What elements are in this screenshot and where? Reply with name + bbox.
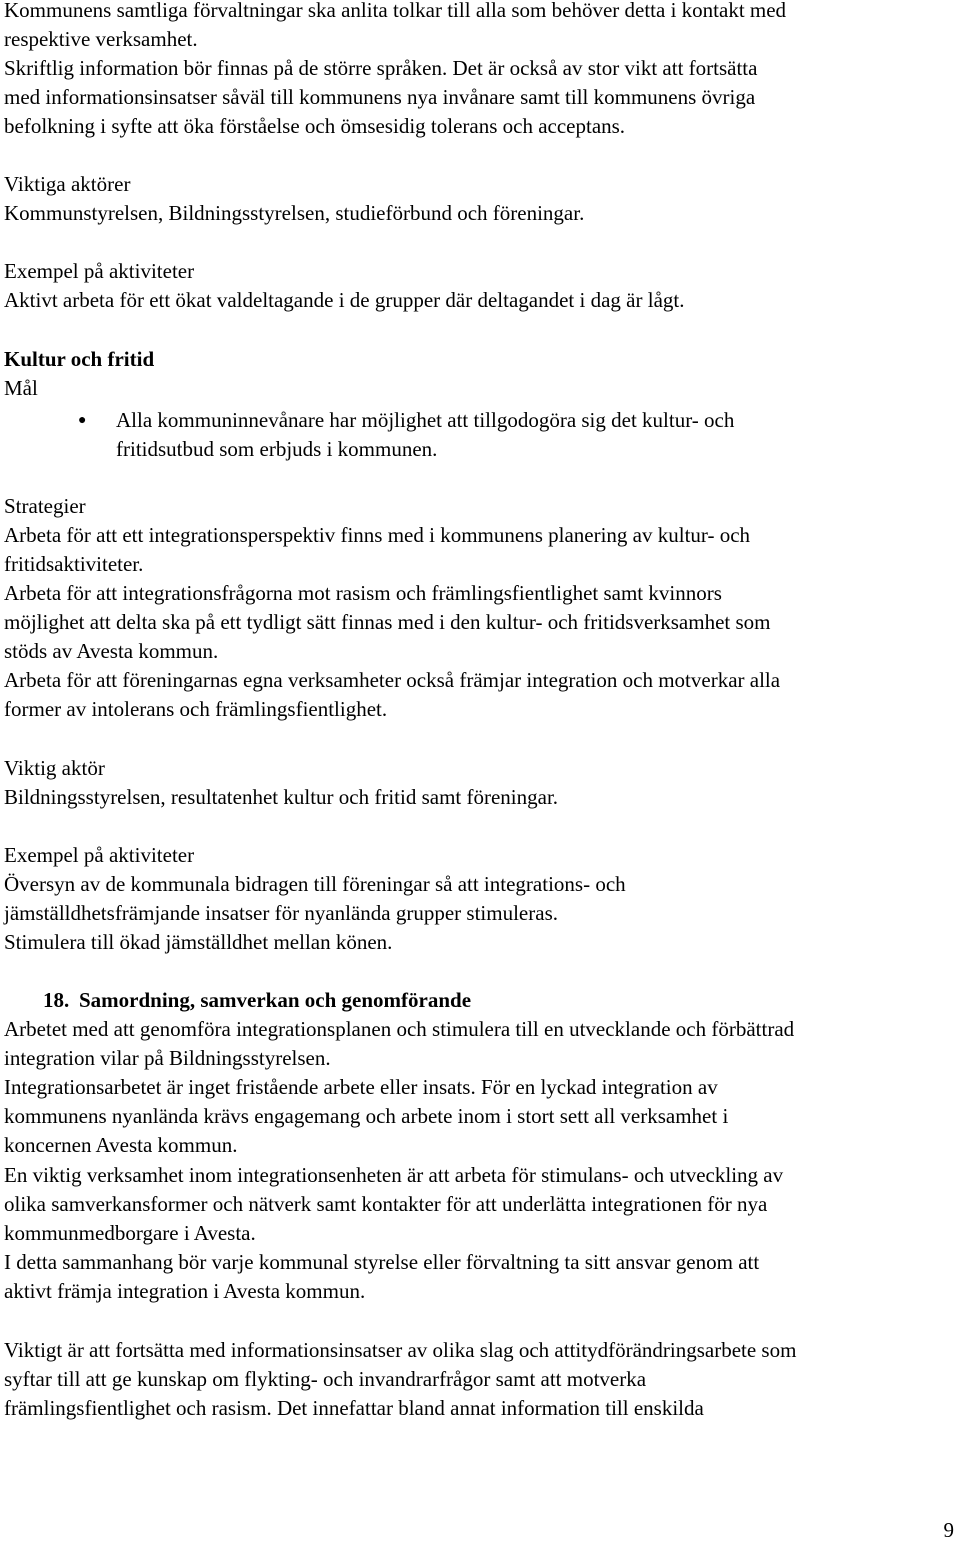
example-line: jämställdhetsfrämjande insatser för nyanlända grupper stimuleras. (4, 901, 558, 925)
actors-text: Kommunstyrelsen, Bildningsstyrelsen, studieförbund och föreningar. (4, 201, 585, 225)
strategy-line: fritidsaktiviteter. (4, 552, 144, 576)
example-line: Stimulera till ökad jämställdhet mellan könen. (4, 930, 393, 954)
actor-text: Bildningsstyrelsen, resultatenhet kultur och fritid samt föreningar. (4, 785, 559, 809)
body-line: syftar till att ge kunskap om flykting- och invandrarfrågor samt att motverka (4, 1367, 647, 1391)
body-line: kommunmedborgare i Avesta. (4, 1221, 256, 1245)
strategy-line: former av intolerans och främlingsfientlighet. (4, 697, 388, 721)
intro-line: befolkning i syfte att öka förståelse och ömsesidig tolerans och acceptans. (4, 114, 626, 138)
body-line: Viktigt är att fortsätta med informationsinsatser av olika slag och attitydförändringsarbete som (4, 1338, 797, 1362)
section-title: Samordning, samverkan och genomförande (79, 988, 472, 1012)
section-heading-culture: Kultur och fritid (4, 347, 155, 371)
strategy-line: stöds av Avesta kommun. (4, 639, 219, 663)
examples-text: Aktivt arbeta för ett ökat valdeltagande i de grupper där deltagandet i dag är lågt. (4, 288, 685, 312)
intro-line: med informationsinsatser såväl till kommunens nya invånare samt till kommunens övriga (4, 85, 756, 109)
body-line: kommunens nyanlända krävs engagemang och arbete inom i stort sett all verksamhet i (4, 1104, 729, 1128)
examples-heading: Exempel på aktiviteter (4, 259, 195, 283)
intro-line: Skriftlig information bör finnas på de större språken. Det är också av stor vikt att fortsätta (4, 56, 758, 80)
strategy-line: Arbeta för att ett integrationsperspektiv finns med i kommunens planering av kultur- och (4, 523, 751, 547)
bullet-icon: ● (78, 413, 87, 428)
strategies-heading: Strategier (4, 494, 86, 518)
intro-line: respektive verksamhet. (4, 27, 198, 51)
actor-heading: Viktig aktör (4, 756, 105, 780)
body-line: I detta sammanhang bör varje kommunal styrelse eller förvaltning ta sitt ansvar genom att (4, 1250, 760, 1274)
page-number: 9 (943, 1518, 954, 1542)
body-line: koncernen Avesta kommun. (4, 1133, 238, 1157)
body-line: Arbetet med att genomföra integrationsplanen och stimulera till en utvecklande och förbättrad (4, 1017, 795, 1041)
body-line: olika samverkansformer och nätverk samt kontakter för att underlätta integrationen för nya (4, 1192, 768, 1216)
body-line: Integrationsarbetet är inget fristående arbete eller insats. För en lyckad integration av (4, 1075, 718, 1099)
intro-line: Kommunens samtliga förvaltningar ska anlita tolkar till alla som behöver detta i kontakt med (4, 0, 787, 22)
body-line: aktivt främja integration i Avesta kommun. (4, 1279, 366, 1303)
examples-heading: Exempel på aktiviteter (4, 843, 195, 867)
goal-line: fritidsutbud som erbjuds i kommunen. (116, 437, 438, 461)
goal-label: Mål (4, 376, 38, 400)
body-line: främlingsfientlighet och rasism. Det innefattar bland annat information till enskilda (4, 1396, 704, 1420)
strategy-line: Arbeta för att integrationsfrågorna mot rasism och främlingsfientlighet samt kvinnors (4, 581, 722, 605)
actors-heading: Viktiga aktörer (4, 172, 131, 196)
body-line: En viktig verksamhet inom integrationsenheten är att arbeta för stimulans- och utveckling av (4, 1163, 784, 1187)
example-line: Översyn av de kommunala bidragen till föreningar så att integrations- och (4, 872, 626, 896)
strategy-line: möjlighet att delta ska på ett tydligt sätt finnas med i den kultur- och fritidsverksamhet som (4, 610, 771, 634)
goal-line: Alla kommuninnevånare har möjlighet att tillgodogöra sig det kultur- och (116, 408, 735, 432)
section-number: 18. (43, 988, 70, 1012)
strategy-line: Arbeta för att föreningarnas egna verksamheter också främjar integration och motverkar alla (4, 668, 781, 692)
body-line: integration vilar på Bildningsstyrelsen. (4, 1046, 331, 1070)
